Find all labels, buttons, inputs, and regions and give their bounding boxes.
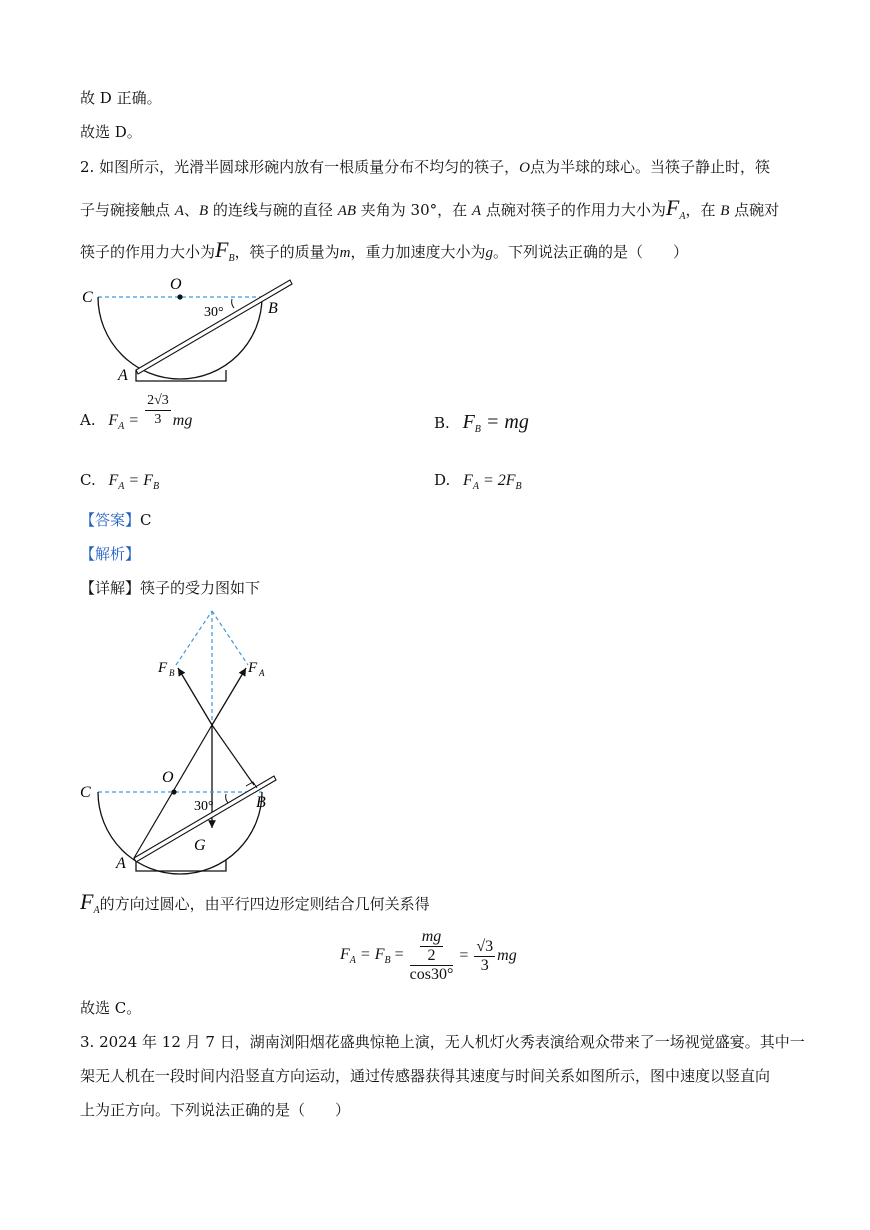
label-FA: F: [248, 660, 258, 676]
detail-text: 筷子的受力图如下: [140, 579, 261, 597]
q2-line-2-B: B: [198, 203, 209, 219]
explain-line: [80, 890, 430, 923]
q2-line-2-A: A: [174, 203, 184, 219]
bowl-base-2: [136, 860, 226, 871]
q2-line-3-g: g: [485, 245, 493, 261]
option-A-lhs: F: [108, 412, 119, 429]
option-C-lhs-sub: A: [118, 481, 125, 492]
force-diagram: [70, 600, 310, 880]
force-FB-arrow: [178, 668, 212, 725]
q2-line-3-text-c: ，重力加速度大小为: [350, 243, 486, 261]
q2-line-2-F-sub: A: [679, 211, 686, 222]
option-D-label: D.: [434, 471, 451, 489]
label-O: O: [170, 276, 182, 293]
q2-line-2-text-g: 点碗对: [729, 201, 780, 219]
option-C-label: C.: [80, 471, 96, 489]
q2-line-3-m: m: [339, 245, 351, 261]
q2-line-2: [80, 196, 779, 229]
option-C-rhs-sub: B: [152, 481, 160, 492]
analysis-tag: 【解析】: [80, 545, 141, 563]
option-C: [80, 470, 159, 497]
eq-frac2-num: √3: [476, 937, 494, 955]
angle-arc-2: [226, 794, 228, 803]
option-A-den: 3: [154, 411, 162, 427]
previous-conclusion-1: 故 D 正确。: [80, 89, 162, 107]
force-FA-arrow: [212, 668, 246, 725]
label-G: G: [194, 837, 206, 854]
option-B-lhs: F: [462, 411, 475, 433]
eq-outer-den: cos30°: [409, 966, 454, 983]
option-A-num: 2√3: [145, 392, 171, 411]
eq-mid-sub: B: [384, 955, 391, 966]
eq-frac2-den: 3: [480, 956, 489, 974]
option-D-lhs: F: [463, 472, 473, 489]
eq-inner-num: mg: [421, 928, 442, 945]
eq-big-numerator: [410, 928, 454, 966]
q2-line-2-F: F: [665, 195, 680, 220]
explain-text: 的方向过圆心，由平行四边形定则结合几何关系得: [99, 895, 430, 913]
eq-inner-fraction: [420, 928, 444, 965]
q2-line-2-A2: A: [471, 203, 482, 219]
q2-line-1-text-a: 2. 如图所示，光滑半圆球形碗内放有一根质量分布不均匀的筷子，: [80, 158, 520, 176]
q2-line-2-text-c: 的连线与碗的直径: [208, 201, 338, 219]
chopstick: [136, 280, 292, 374]
option-D-eq: = 2F: [478, 472, 516, 489]
option-A-fraction: [145, 392, 171, 429]
equation: [340, 928, 517, 984]
q3-line-1: 3. 2024 年 12 月 7 日，湖南浏阳烟花盛典惊艳上演，无人机灯火秀表演给观众带来了一场视觉盛宴。其中一: [80, 1033, 805, 1051]
previous-conclusion-2: 故选 D。: [80, 123, 142, 141]
q2-line-2-text-b: 、: [183, 201, 199, 219]
q2-line-3: [80, 238, 688, 271]
option-A-label: A.: [80, 411, 96, 429]
label-FA-sub: A: [259, 668, 265, 678]
q2-line-1: [80, 157, 770, 178]
option-D-rhs-sub: B: [515, 481, 522, 492]
option-B-rest: = mg: [480, 411, 529, 433]
q2-line-2-text-e: 点碗对筷子的作用力大小为: [481, 201, 666, 219]
q2-line-3-text-a: 筷子的作用力大小为: [80, 243, 216, 261]
q2-line-3-text-b: ，筷子的质量为: [234, 243, 340, 261]
option-B: [434, 412, 529, 440]
q2-line-2-text-f: ，在: [685, 201, 721, 219]
q2-line-1-text-b: 点为半球的球心。当筷子静止时，筷: [529, 158, 770, 176]
explain-F-sub: A: [93, 905, 100, 916]
eq-equals-2: =: [459, 947, 469, 964]
analysis-line: [80, 544, 140, 564]
q2-line-2-text-a: 子与碗接触点: [80, 201, 175, 219]
option-A-rest: mg: [172, 412, 193, 429]
q3-line-3: 上为正方向。下列说法正确的是（ ）: [80, 1101, 351, 1119]
eq-inner-den: 2: [427, 947, 436, 964]
q2-line-3-F-sub: B: [228, 253, 235, 264]
label-A: A: [118, 367, 128, 384]
option-A-eq: =: [124, 412, 144, 429]
q2-line-2-B2: B: [720, 203, 730, 219]
label-C-2: C: [80, 784, 91, 801]
option-D: [434, 470, 522, 497]
bowl-figure-1: [70, 270, 310, 390]
answer-tag: 【答案】: [80, 511, 141, 529]
answer-value: C: [140, 511, 152, 529]
center-dot: [177, 294, 182, 299]
q2-line-3-F: F: [215, 237, 229, 262]
option-A: [80, 392, 193, 437]
eq-equals-1: =: [390, 946, 404, 963]
eq-second-fraction: [474, 938, 495, 975]
line-B-normal: [212, 725, 254, 785]
q3-line-2: 架无人机在一段时间内沿竖直方向运动，通过传感器获得其速度与时间关系如图所示，图中速度以竖直向: [80, 1067, 771, 1085]
option-B-label: B.: [434, 414, 450, 432]
option-A-lhs-sub: A: [118, 421, 125, 432]
answer-line: [80, 510, 152, 530]
label-A-2: A: [116, 855, 126, 872]
angle-arc: [232, 299, 234, 308]
q2-line-2-AB: AB: [337, 203, 357, 219]
q2-line-2-text-d: 夹角为 30°，在: [356, 201, 472, 219]
label-B-2: B: [256, 794, 266, 811]
label-FB-sub: B: [169, 668, 175, 678]
eq-lhs-sub: A: [349, 955, 356, 966]
option-D-lhs-sub: A: [472, 481, 479, 492]
eq-big-fraction: [410, 928, 454, 984]
eq-mid: = F: [355, 946, 385, 963]
option-C-lhs: F: [108, 472, 119, 489]
dashed-left-upper: [176, 611, 212, 665]
q2-line-1-O: O: [519, 160, 530, 176]
option-C-eq: = F: [124, 472, 153, 489]
label-FB: F: [158, 660, 168, 676]
q2-conclusion: 故选 C。: [80, 999, 142, 1017]
label-O-2: O: [162, 769, 174, 786]
option-B-lhs-sub: B: [474, 424, 481, 435]
label-C: C: [82, 289, 93, 306]
angle-label: 30°: [204, 305, 224, 320]
label-B: B: [268, 300, 278, 317]
eq-lhs: F: [340, 946, 350, 963]
dashed-right-upper: [212, 611, 248, 665]
detail-line: [80, 578, 260, 598]
detail-tag: 【详解】: [80, 579, 141, 597]
center-dot-2: [171, 789, 176, 794]
angle-label-2: 30°: [194, 799, 214, 814]
q2-line-3-text-d: 。下列说法正确的是（ ）: [492, 243, 688, 261]
explain-F: F: [80, 889, 94, 914]
eq-rest: mg: [497, 947, 517, 964]
